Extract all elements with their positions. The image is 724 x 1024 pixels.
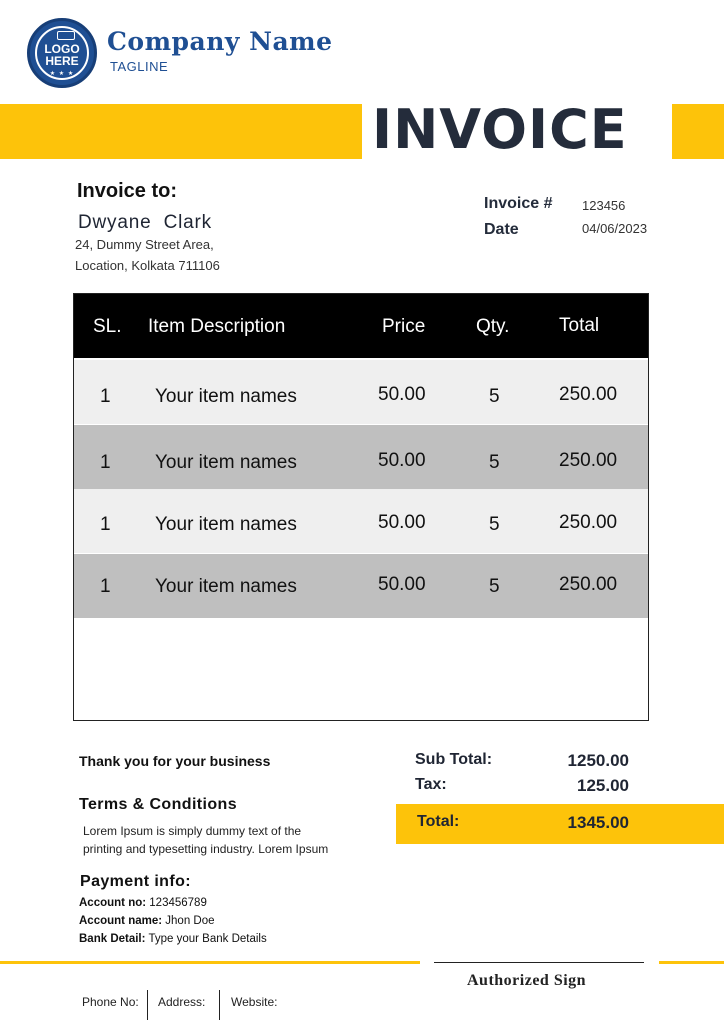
date-label: Date <box>484 221 519 238</box>
tax-label: Tax: <box>415 776 447 793</box>
title-band-right <box>672 104 724 159</box>
row-qty: 5 <box>489 576 500 597</box>
footer-divider <box>219 990 220 1020</box>
customer-name: Dwyane Clark <box>78 212 212 233</box>
account-number <box>79 897 207 909</box>
account-number-label: Account no: <box>79 897 147 909</box>
row-price: 50.00 <box>378 574 426 595</box>
header-total: Total <box>559 315 600 336</box>
bank-detail <box>79 933 267 945</box>
footer-accent-left <box>0 961 420 964</box>
footer-address: Address: <box>158 995 206 1009</box>
payment-heading: Payment info: <box>80 873 191 890</box>
footer-website: Website: <box>231 995 278 1009</box>
logo-text <box>30 43 94 67</box>
row-description: Your item names <box>155 514 297 535</box>
invoice-title: INVOICE <box>372 98 628 161</box>
authorized-sign: Authorized Sign <box>467 972 587 989</box>
address-line-1: 24, Dummy Street Area, <box>75 237 214 252</box>
row-total: 250.00 <box>559 574 618 595</box>
account-name-label: Account name: <box>79 915 163 927</box>
footer-accent-right <box>659 961 724 964</box>
terms-line-1: Lorem Ipsum is simply dummy text of the <box>83 824 302 838</box>
star-icons: ★ ★ ★ <box>49 71 75 77</box>
row-sl: 1 <box>100 452 111 473</box>
row-description: Your item names <box>155 386 297 407</box>
row-sl: 1 <box>100 576 111 597</box>
row-total: 250.00 <box>559 512 618 533</box>
tax-value: 125.00 <box>577 776 629 795</box>
row-description: Your item names <box>155 576 297 597</box>
row-qty: 5 <box>489 386 500 407</box>
invoice-number-label: Invoice # <box>484 195 553 212</box>
title-band-left <box>0 104 362 159</box>
row-total: 250.00 <box>559 450 618 471</box>
account-name <box>79 915 215 927</box>
terms-line-2: printing and typesetting industry. Lorem Ipsum <box>83 842 329 856</box>
header-price: Price <box>382 316 426 337</box>
row-price: 50.00 <box>378 384 426 405</box>
truck-icon <box>57 31 75 40</box>
invoice-number-value: 123456 <box>582 198 626 213</box>
terms-heading: Terms & Conditions <box>79 796 238 813</box>
row-description: Your item names <box>155 452 297 473</box>
footer-phone: Phone No: <box>82 995 139 1009</box>
row-price: 50.00 <box>378 450 426 471</box>
account-name-value: Jhon Doe <box>165 915 215 927</box>
address-line-2: Location, Kolkata 711106 <box>75 258 220 273</box>
company-tagline: TAGLINE <box>110 59 169 74</box>
date-value: 04/06/2023 <box>582 221 648 236</box>
signature-line <box>434 962 644 963</box>
account-number-value: 123456789 <box>149 897 207 909</box>
header-description: Item Description <box>148 316 286 337</box>
bank-detail-value: Type your Bank Details <box>148 933 267 945</box>
company-name: Company Name <box>107 27 333 56</box>
logo-line1: LOGO <box>44 42 80 56</box>
bill-to-heading: Invoice to: <box>77 180 178 202</box>
row-qty: 5 <box>489 514 500 535</box>
thank-you-note: Thank you for your business <box>79 753 271 769</box>
total-value: 1345.00 <box>567 813 629 832</box>
row-sl: 1 <box>100 386 111 407</box>
footer-divider <box>147 990 148 1020</box>
company-logo <box>27 18 97 88</box>
row-total: 250.00 <box>559 384 618 405</box>
bank-detail-label: Bank Detail: <box>79 933 146 945</box>
row-price: 50.00 <box>378 512 426 533</box>
row-sl: 1 <box>100 514 111 535</box>
row-qty: 5 <box>489 452 500 473</box>
header-qty: Qty. <box>476 316 510 337</box>
header-sl: SL. <box>93 316 122 337</box>
total-label: Total: <box>417 813 460 830</box>
logo-line2: HERE <box>45 54 79 68</box>
subtotal-label: Sub Total: <box>415 751 493 768</box>
subtotal-value: 1250.00 <box>567 751 629 770</box>
